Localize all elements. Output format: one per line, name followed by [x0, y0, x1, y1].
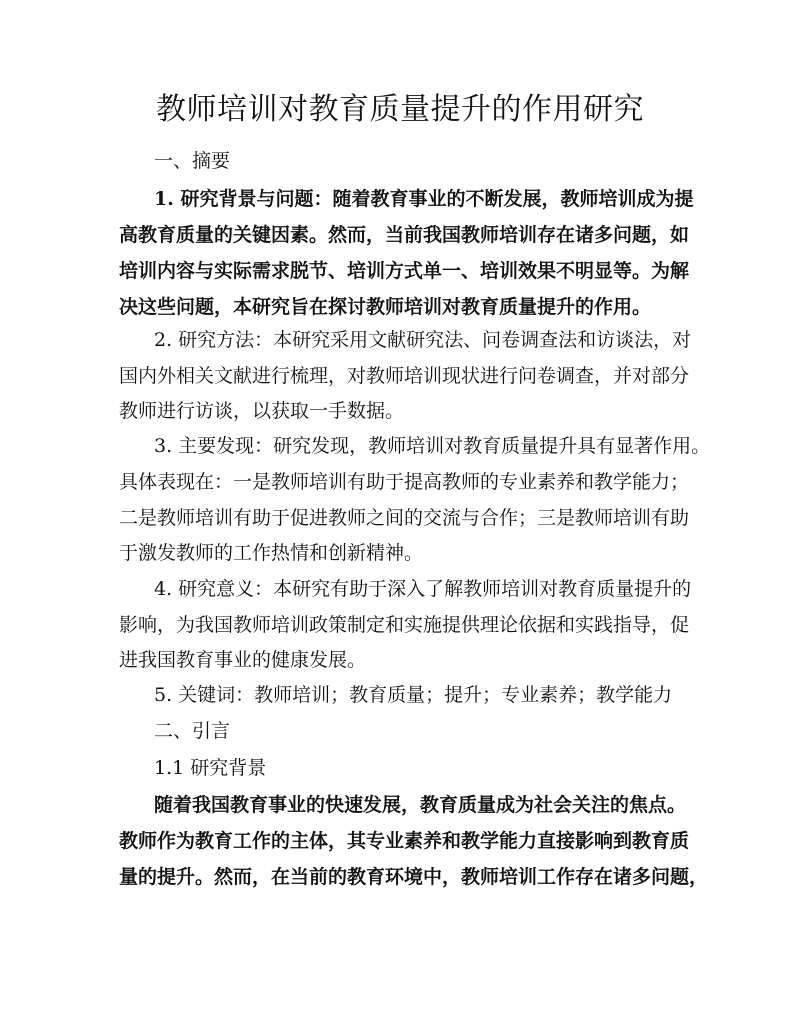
item3-line-1: 3. 主要发现：研究发现，教师培训对教育质量提升具有显著作用。: [154, 435, 711, 457]
item2-line-3: 教师进行访谈，以获取一手数据。: [119, 400, 405, 422]
item2-line-2: 国内外相关文献进行梳理，对教师培训现状进行问卷调查，并对部分: [119, 365, 690, 387]
item3-line-3: 二是教师培训有助于促进教师之间的交流与合作；三是教师培训有助: [119, 507, 690, 529]
intro-line-1: 随着我国教育事业的快速发展，教育质量成为社会关注的焦点。: [154, 794, 687, 816]
item4-line-3: 进我国教育事业的健康发展。: [119, 649, 367, 671]
section-heading-abstract: 一、摘要: [154, 150, 231, 172]
item4-line-1: 4. 研究意义：本研究有助于深入了解教师培训对教育质量提升的: [154, 578, 692, 600]
document-title: 教师培训对教育质量提升的作用研究: [156, 92, 644, 127]
item1-line-2: 高教育质量的关键因素。然而，当前我国教师培训存在诸多问题，如: [119, 224, 690, 246]
item3-line-2: 具体表现在：一是教师培训有助于提高教师的专业素养和教学能力；: [119, 471, 690, 493]
item1-line-4: 决这些问题，本研究旨在探讨教师培训对教育质量提升的作用。: [119, 296, 652, 318]
intro-line-3: 量的提升。然而，在当前的教育环境中，教师培训工作存在诸多问题，: [119, 866, 709, 888]
item1-line-1: 1. 研究背景与问题：随着教育事业的不断发展，教师培训成为提: [154, 188, 694, 210]
item4-line-2: 影响，为我国教师培训政策制定和实施提供理论依据和实践指导，促: [119, 614, 690, 636]
item2-line-1: 2. 研究方法：本研究采用文献研究法、问卷调查法和访谈法，对: [154, 329, 692, 351]
item3-line-4: 于激发教师的工作热情和创新精神。: [119, 542, 424, 564]
item5-line-1: 5. 关键词：教师培训；教育质量；提升；专业素养；教学能力: [154, 684, 673, 706]
section-heading-intro: 二、引言: [154, 720, 231, 742]
item1-line-3: 培训内容与实际需求脱节、培训方式单一、培训效果不明显等。为解: [119, 260, 690, 282]
intro-line-2: 教师作为教育工作的主体，其专业素养和教学能力直接影响到教育质: [119, 830, 690, 852]
subheading-research-background: 1.1 研究背景: [154, 757, 267, 779]
